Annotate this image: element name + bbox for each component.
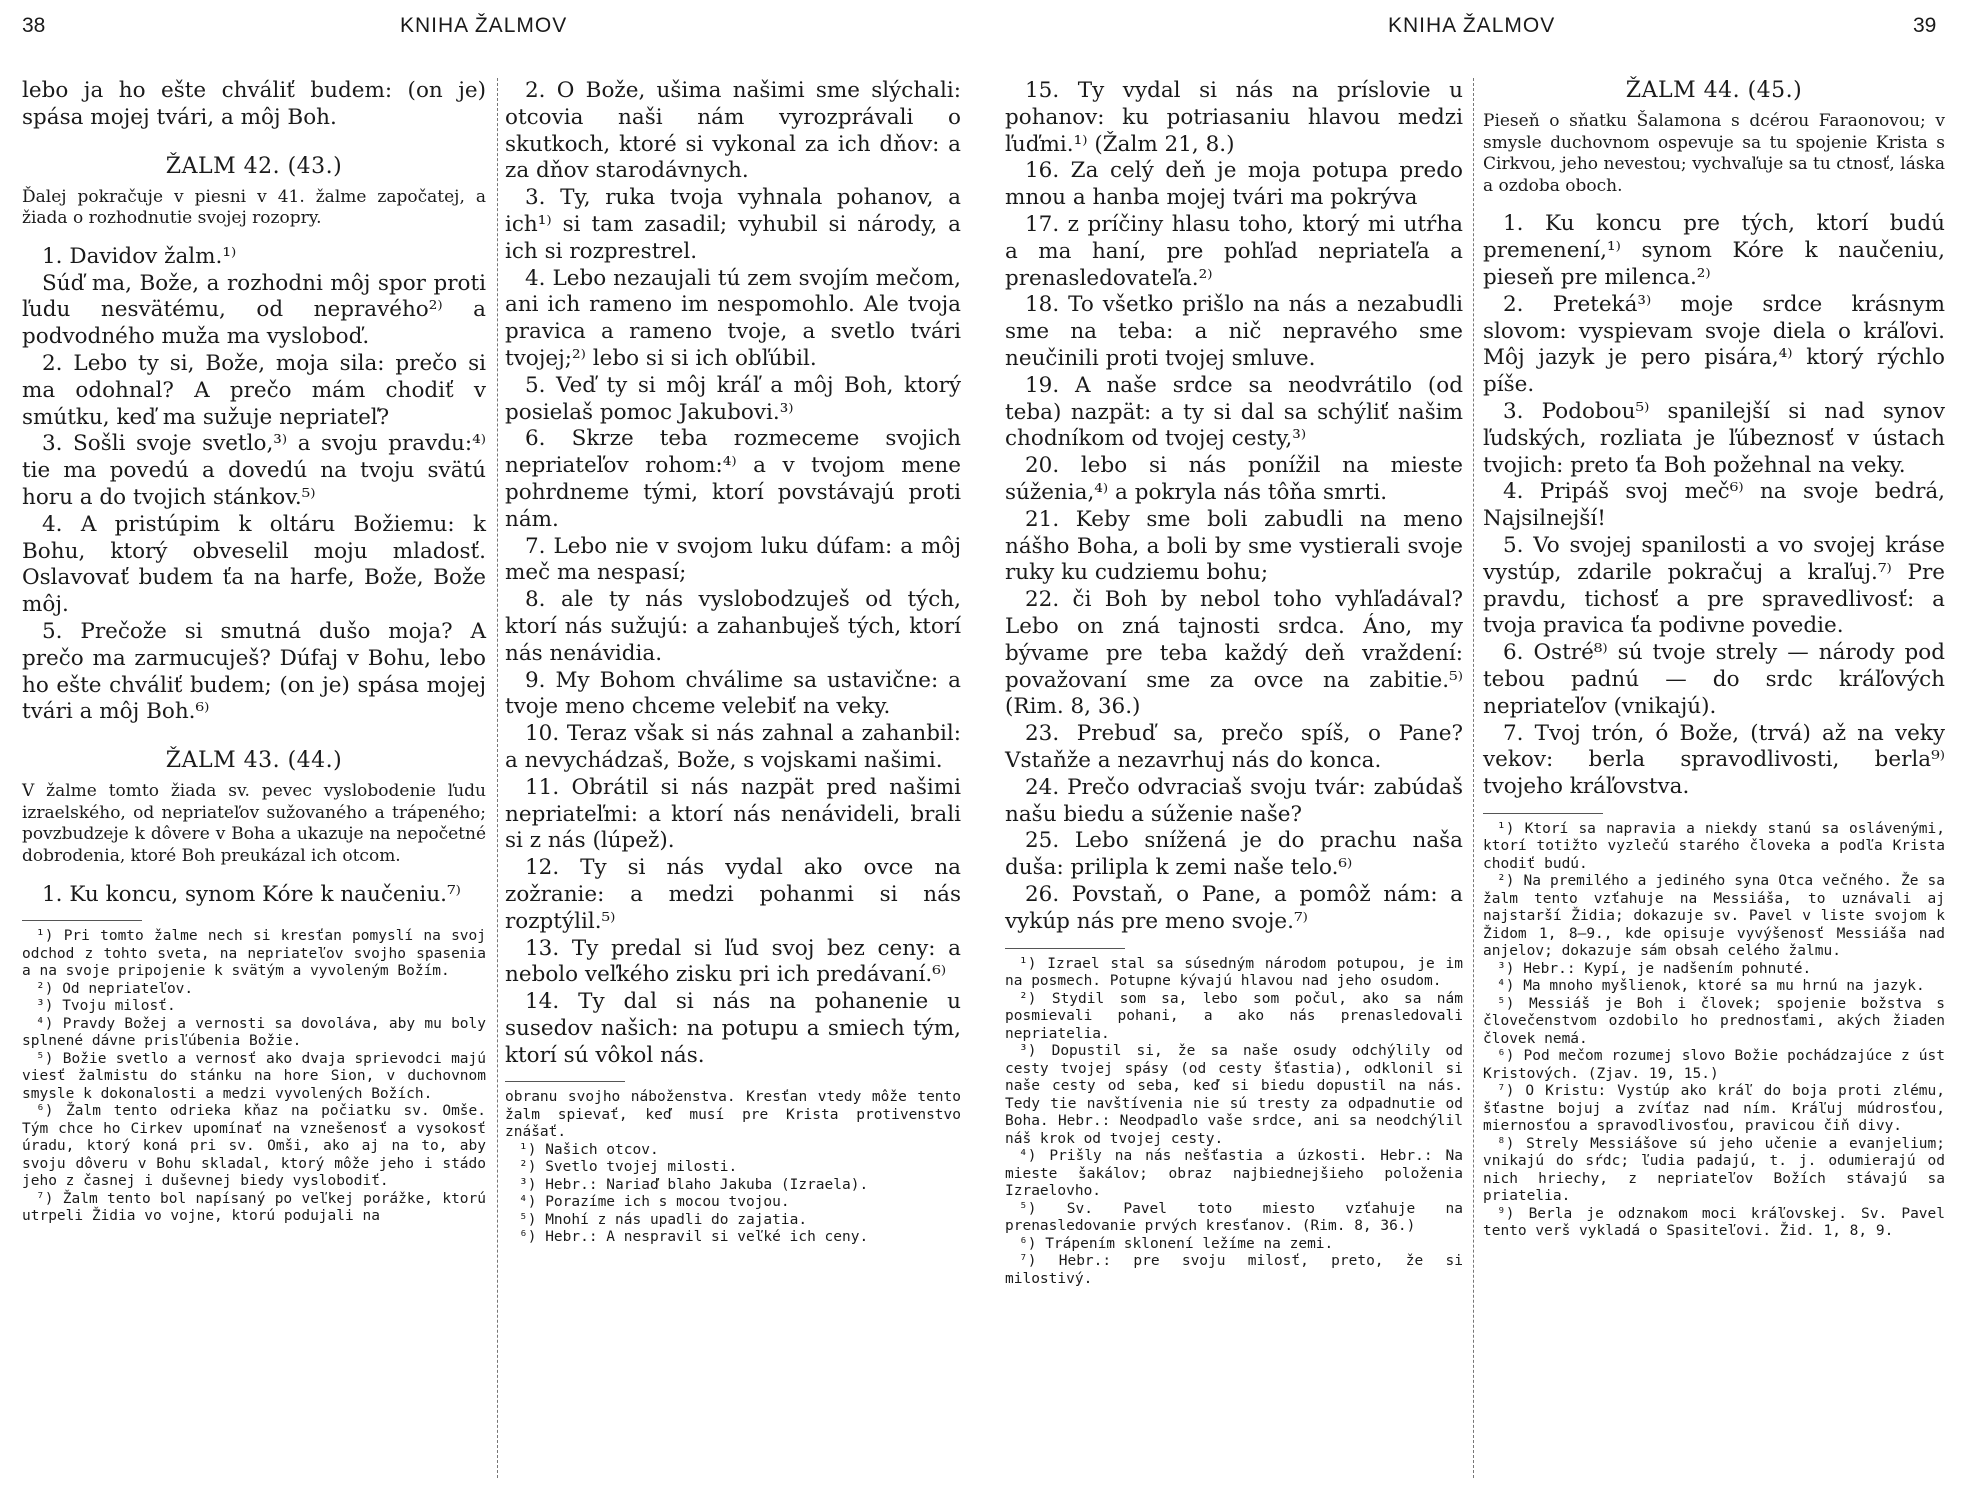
verse: 2. Preteká³⁾ moje srdce krásnym slovom: vyspievam svoje diela o kráľovi. Môj jazyk je pero pisára,⁴⁾ ktorý rýchlo píše. — [1483, 291, 1945, 398]
footnote: ³) Dopustil si, že sa naše osudy odchýlily od cesty tvojej spásy (od cesty šťastia), odklonil si naše cesty od seba, keď si biedu dopustil na nás. Tedy tie navštívenia nie sú tresty za odpadnutie od Boha. Hebr.: Neodpadlo vaše srdce, ani sa neodchýlil náš krok od tvojej cesty. — [1005, 1043, 1463, 1147]
footnote: ⁶) Hebr.: A nespravil si veľké ich ceny. — [519, 1229, 869, 1246]
footnote: ⁷) Hebr.: pre svoju milosť, preto, že si milostivý. — [1005, 1253, 1463, 1287]
footnote: ³) Hebr.: Nariaď blaho Jakuba (Izraela). — [519, 1176, 869, 1193]
footnote-separator — [1005, 948, 1125, 949]
footnote: ⁵) Messiáš je Boh i človek; spojenie božstva s človečenstvom ozdobilo ho prednosťami, akých žiaden človek nemá. — [1483, 995, 1945, 1047]
verse: 5. Vo svojej spanilosti a vo svojej kráse vystúp, zdarile pokračuj a kraľuj.⁷⁾ Pre pravdu, tichosť a pre spravedlivosť: a tvoja pravica ťa podivne povedie. — [1483, 532, 1945, 639]
page-number: 38 — [22, 14, 46, 37]
footnote: ⁷) Žalm tento bol napísaný po veľkej porážke, ktorú utrpeli Židia vo vojne, ktorú podujali na — [22, 1190, 486, 1225]
verse: 18. To všetko prišlo na nás a nezabudli sme na teba: a nič nepravého sme neučinili proti tvojej smluve. — [1005, 292, 1463, 371]
footnote: ²) Na premilého a jediného syna Otca večného. Že sa žalm tento vzťahuje na Messiáša, to uznávali aj najstarší Židia; dokazuje sv. Pavel v liste svojom k Židom 1, 8—9., kde opisuje vyvýšenosť Messiáša nad anjelov; dokazuje sám obsah celého žalmu. — [1483, 873, 1945, 960]
footnote: ²) Stydil som sa, lebo som počul, ako sa nám posmievali pohani, a ako nás prenasledovali nepriatelia. — [1005, 990, 1463, 1042]
verse: 26. Povstaň, o Pane, a pomôž nám: a vykúp nás pre meno svoje.⁷⁾ — [1005, 881, 1463, 934]
footnote: ¹) Pri tomto žalme nech si kresťan pomyslí na svoj odchod z tohto sveta, na nepriateľov svojho spasenia a na svoje pripojenie k svätým a vyvoleným Božím. — [22, 928, 486, 980]
verse: 3. Sošli svoje svetlo,³⁾ a svoju pravdu:⁴⁾ tie ma povedú a dovedú na tvoju svätú horu a do tvojich stánkov.⁵⁾ — [22, 431, 486, 510]
footnote: ²) Od nepriateľov. — [36, 980, 194, 997]
verse: 5. Veď ty si môj kráľ a môj Boh, ktorý posielaš pomoc Jakubovi.³⁾ — [505, 372, 961, 425]
verse: 16. Za celý deň je moja potupa predo mnou a hanba mojej tvári ma pokrýva — [1005, 158, 1463, 211]
verse: 3. Podobou⁵⁾ spanilejší si nad synov ľudských, rozliata je ľúbeznosť v ústach tvojich: preto ťa Boh požehnal na veky. — [1483, 398, 1945, 478]
footnote-separator — [505, 1081, 625, 1082]
footnote: ⁶) Pod mečom rozumej slovo Božie pochádzajúce z úst Kristových. (Zjav. 19, 15.) — [1483, 1048, 1945, 1082]
footnote: ⁹) Berla je odznakom moci kráľovskej. Sv. Pavel tento verš vykladá o Spasiteľovi. Žid. 1, 8, 9. — [1483, 1205, 1945, 1240]
verse: 22. či Boh by nebol toho vyhľadával? Lebo on zná tajnosti srdca. Áno, my bývame pre teba každý deň vraždení: považovaní sme za ovce na zabitie.⁵⁾ (Rim. 8, 36.) — [1005, 587, 1463, 720]
footnote: ⁵) Sv. Pavel toto miesto vzťahuje na prenasledovanie prvých kresťanov. (Rim. 8, 36.) — [1005, 1200, 1463, 1234]
running-head: KNIHA ŽALMOV — [400, 14, 568, 37]
verse: 1. Ku koncu, synom Kóre k naučeniu.⁷⁾ — [42, 881, 461, 907]
verse: 6. Ostré⁸⁾ sú tvoje strely — národy pod tebou padnú — do srdc kráľových nepriateľov (vnikajú). — [1483, 640, 1945, 719]
psalm-summary: Ďalej pokračuje v piesni v 41. žalme započatej, a žiada o rozhodnutie svojej rozopry. — [22, 186, 486, 229]
verse: 21. Keby sme boli zabudli na meno nášho Boha, a boli by sme vystierali svoje ruky ku cudziemu bohu; — [1005, 506, 1463, 586]
left-page — [0, 0, 983, 1500]
right-page-column-1 — [1005, 78, 1463, 1288]
verse: 5. Prečože si smutná dušo moja? A prečo ma zarmucuješ? Dúfaj v Bohu, lebo ho ešte chváliť budem; (on je) spása mojej tvári a môj Boh.⁶⁾ — [22, 618, 486, 725]
verse: 20. lebo si nás ponížil na mieste súženia,⁴⁾ a pokryla nás tôňa smrti. — [1005, 453, 1463, 505]
psalm-title: ŽALM 44. (45.) — [1625, 78, 1803, 103]
footnote: ⁴) Pravdy Božej a vernosti sa dovoláva, aby mu boly splnené dávne prisľúbenia Božie. — [22, 1015, 486, 1050]
verse: 2. Lebo ty si, Bože, moja sila: prečo si ma odohnal? A prečo mám chodiť v smútku, keď ma sužuje nepriateľ? — [22, 350, 486, 430]
verse: 9. My Bohom chválime sa ustavične: a tvoje meno chceme velebiť na veky. — [505, 667, 961, 720]
verse: 7. Tvoj trón, ó Bože, (trvá) až na veky vekov: berla spravodlivosti, berla⁹⁾ tvojeho kráľovstva. — [1483, 720, 1945, 800]
verse: 15. Ty vydal si nás na príslovie u pohanov: ku potriasaniu hlavou medzi ľuďmi.¹⁾ (Žalm 21, 8.) — [1005, 78, 1463, 157]
verse: 1. Davidov žalm.¹⁾ — [42, 243, 237, 269]
footnote: ¹) Našich otcov. — [519, 1141, 659, 1158]
footnote: ⁶) Trápením sklonení ležíme na zemi. — [1019, 1235, 1334, 1252]
footnote-separator — [1483, 813, 1603, 814]
verse: 4. A pristúpim k oltáru Božiemu: k Bohu, ktorý obveselil moju mladosť. Oslavovať budem ťa na harfe, Bože, Bože môj. — [22, 511, 486, 618]
page-number: 39 — [1913, 14, 1937, 37]
right-page-column-2 — [1483, 78, 1945, 1241]
running-head: KNIHA ŽALMOV — [1388, 14, 1556, 37]
footnote: ⁴) Prišly na nás nešťastia a úzkosti. Hebr.: Na mieste šakálov; obraz najbiednejšieho položenia Izraelovho. — [1005, 1148, 1463, 1199]
footnote: ¹) Izrael stal sa súsedným národom potupou, je im na posmech. Potupne kývajú hlavou nad jeho osudom. — [1005, 955, 1463, 989]
column-divider — [497, 78, 498, 1478]
verse: 8. ale ty nás vyslobodzuješ od tých, ktorí nás sužujú: a zahanbuješ tých, ktorí nás nenávidia. — [505, 587, 961, 666]
footnote: ¹) Ktorí sa napravia a niekdy stanú sa oslávenými, ktorí totižto vyzlečú starého človeka a podľa Krista chodiť budú. — [1483, 820, 1945, 872]
verse: 17. z príčiny hlasu toho, ktorý mi utŕha a ma haní, pre pohľad nepriateľa a prenasledovateľa.²⁾ — [1005, 211, 1463, 291]
footnote: ⁴) Porazíme ich s mocou tvojou. — [519, 1194, 790, 1211]
psalm-title: ŽALM 43. (44.) — [165, 748, 343, 774]
verse: 7. Lebo nie v svojom luku dúfam: a môj meč ma nespasí; — [505, 533, 961, 586]
verse: 4. Pripáš svoj meč⁶⁾ na svoje bedrá, Najsilnejší! — [1483, 479, 1945, 532]
footnote: ⁷) O Kristu: Vystúp ako kráľ do boja proti zlému, šťastne bojuj a zvíťaz nad ním. Kráľuj múdrosťou, miernosťou a spravodlivosťou, pravicou čiň divy. — [1483, 1083, 1945, 1135]
column-divider — [1473, 78, 1474, 1478]
verse: 2. O Bože, ušima našimi sme slýchali: otcovia naši nám vyrozprávali o skutkoch, ktoré si vykonal za ich dňov: a za dňov starodávnych. — [505, 78, 961, 184]
footnote: obranu svojho náboženstva. Kresťan vtedy môže tento žalm spievať, keď musí pre Krista protivenstvo znášať. — [505, 1089, 961, 1141]
verse: 24. Prečo odvraciaš svoju tvár: zabúdaš našu biedu a súženie naše? — [1005, 774, 1463, 827]
verse: 1. Ku koncu pre tých, ktorí budú premenení,¹⁾ synom Kóre k naučeniu, pieseň pre milenca.²⁾ — [1483, 211, 1945, 290]
verse: 3. Ty, ruka tvoja vyhnala pohanov, a ich¹⁾ si tam zasadil; vyhubil si národy, a ich si rozprestrel. — [505, 185, 961, 264]
footnote: ⁵) Božie svetlo a vernosť ako dvaja sprievodci majú viesť žalmistu do stánku na hore Sion, v duchovnom smysle k dokonalosti a medzi vyvolených Božích. — [22, 1050, 486, 1102]
verse: 4. Lebo nezaujali tú zem svojím mečom, ani ich rameno im nespomohlo. Ale tvoja pravica a rameno tvoje, a svetlo tvári tvojej;²⁾ lebo si si ich obľúbil. — [505, 265, 961, 371]
footnote: ⁴) Ma mnoho myšlienok, ktoré sa mu hrnú na jazyk. — [1497, 978, 1925, 995]
footnote: ³) Hebr.: Kypí, je nadšením pohnuté. — [1497, 960, 1812, 977]
footnote-separator — [22, 920, 142, 921]
verse: 25. Lebo snížená je do prachu naša duša: prilipla k zemi naše telo.⁶⁾ — [1005, 828, 1463, 881]
footnote: ³) Tvoju milosť. — [36, 998, 176, 1015]
verse: 6. Skrze teba rozmeceme svojich nepriateľov rohom:⁴⁾ a v tvojom mene pohrdneme tými, ktorí povstávajú proti nám. — [505, 426, 961, 532]
verse: Súď ma, Bože, a rozhodni môj spor proti ľudu nesvätému, od nepravého²⁾ a podvodného muža ma vysloboď. — [22, 270, 486, 350]
verse: lebo ja ho ešte chváliť budem: (on je) spása mojej tvári, a môj Boh. — [22, 78, 486, 130]
footnote: ⁶) Žalm tento odrieka kňaz na počiatku sv. Omše. Tým chce ho Cirkev upomínať na vznešenosť a vysokosť úradu, ktorý koná pri sv. Omši, ako aj na to, aby svoju dôveru v Bohu skladal, ktorý môže jeho i stádo jeho z časnej i duševnej biedy vyslobodiť. — [22, 1103, 486, 1190]
right-page — [983, 0, 1966, 1500]
verse: 14. Ty dal si nás na pohanenie u susedov našich: na potupu a smiech tým, ktorí sú vôkol nás. — [505, 989, 961, 1068]
psalm-title: ŽALM 42. (43.) — [165, 153, 343, 179]
verse: 19. A naše srdce sa neodvrátilo (od teba) nazpät: a ty si dal sa schýliť našim chodníkom od tvojej cesty,³⁾ — [1005, 372, 1463, 452]
verse: 11. Obrátil si nás nazpät pred našimi nepriateľmi: a ktorí nás nenávideli, brali si z nás (lúpež). — [505, 774, 961, 854]
left-page-column-1 — [22, 78, 486, 1226]
left-page-column-2 — [505, 78, 961, 1247]
verse: 23. Prebuď sa, prečo spíš, o Pane? Vstaňže a nezavrhuj nás do konca. — [1005, 721, 1463, 773]
verse: 10. Teraz však si nás zahnal a zahanbil: a nevychádzaš, Bože, s vojskami našimi. — [505, 721, 961, 773]
footnote: ⁸) Strely Messiášove sú jeho učenie a evanjelium; vnikajú do sŕdc; ľudia padajú, t. j. odumierajú od nich hriechy, z nepriateľov Božích stávajú sa priatelia. — [1483, 1135, 1945, 1205]
verse: 13. Ty predal si ľud svoj bez ceny: a nebolo veľkého zisku pri ich predávaní.⁶⁾ — [505, 935, 961, 988]
footnote: ²) Svetlo tvojej milosti. — [519, 1159, 738, 1176]
psalm-summary: V žalme tomto žiada sv. pevec vyslobodenie ľudu izraelského, od nepriateľov sužovaného a trápeného; povzbudzeje k dôvere v Boha a ukazuje na nepočetné dobrodenia, ktoré Boh preukázal ich otcom. — [22, 781, 486, 866]
footnote: ⁵) Mnohí z nás upadli do zajatia. — [519, 1211, 808, 1228]
verse: 12. Ty si nás vydal ako ovce na zožranie: a medzi pohanmi si nás rozptýlil.⁵⁾ — [505, 855, 961, 934]
psalm-summary: Pieseň o sňatku Šalamona s dcérou Faraonovou; v smysle duchovnom ospevuje sa tu spojenie Krista s Cirkvou, jeho nevestou; vychvaľuje sa tu ctnosť, láska a ozdoba oboch. — [1483, 111, 1945, 196]
